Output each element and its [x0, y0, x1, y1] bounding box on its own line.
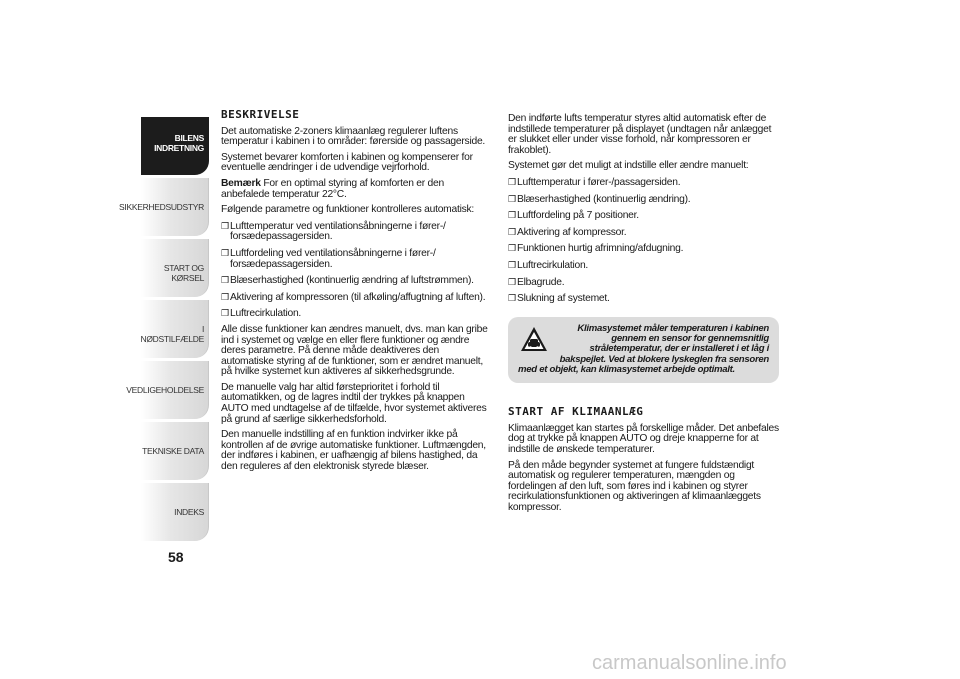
paragraph: Den indførte lufts temperatur styres altid automatisk efter de indstillede temperaturer på displayet (undtagen når anlægget er slukket eller under visse forhold, når kompressoren er frakoblet). [508, 113, 772, 156]
paragraph: Systemet gør det muligt at indstille eller ændre manuelt: [508, 160, 749, 172]
paragraph: De manuelle valg har altid førsteprioritet i forhold til automatikken, og de lagres indtil der trykkes på knappen AUTO med undtagelse af de tilfælde, hvor systemet aktiveres på grund af særlige sikkerhedsforhold. [221, 381, 487, 425]
list-item: ❒Funktionen hurtig afrimning/afdugning. [508, 243, 684, 255]
paragraph: Følgende parametre og funktioner kontrolleres automatisk: [221, 204, 475, 216]
tab-label: BILENS INDRETNING [154, 133, 204, 153]
checkbox-bullet-icon: ❒ [221, 247, 229, 258]
section-heading-start: START AF KLIMAANLÆG [508, 405, 644, 419]
checkbox-bullet-icon: ❒ [508, 293, 516, 304]
note-paragraph [221, 179, 493, 200]
checkbox-bullet-icon: ❒ [508, 176, 516, 187]
tab-bilens-indretning[interactable] [141, 117, 209, 175]
tab-indeks[interactable] [141, 483, 209, 541]
paragraph: Alle disse funktioner kan ændres manuelt, dvs. man kan gribe ind i systemet og vælge en eller flere funktioner og ændre deres parametre. På denne måde deaktiveres den automatiske styring af de funktioner, som er ændret manuelt, på hvilke systemet kun aktiveres af sikkerhedsgrunde. [221, 323, 488, 378]
paragraph: På den måde begynder systemet at fungere fuldstændigt automatisk og regulerer temperaturen, mængden og fordelingen af den luft, som føres ind i kabinen og styrer recirkulationsfunktionen og aktiveringen af klimaanlæggets kompressor. [508, 459, 761, 513]
checkbox-bullet-icon: ❒ [508, 243, 516, 254]
list-item: ❒Luftrecirkulation. [221, 308, 302, 320]
tab-start-og-korsel[interactable] [141, 239, 209, 297]
checkbox-bullet-icon: ❒ [508, 259, 516, 270]
checkbox-bullet-icon: ❒ [221, 291, 229, 302]
list-item: ❒Luftfordeling på 7 positioner. [508, 210, 639, 222]
list-item: ❒Blæserhastighed (kontinuerlig ændring af luftstrømmen). [221, 275, 474, 287]
tab-label: VEDLIGEHOLDELSE [126, 385, 204, 395]
list-item: ❒Blæserhastighed (kontinuerlig ændring). [508, 193, 691, 205]
paragraph: Systemet bevarer komforten i kabinen og kompenserer for eventuelle ændringer i de udvendige vejrforhold. [221, 151, 473, 174]
list-item: ❒Slukning af systemet. [508, 293, 610, 305]
checkbox-bullet-icon: ❒ [508, 276, 516, 287]
checkbox-bullet-icon: ❒ [221, 308, 229, 319]
warning-box [508, 317, 779, 383]
chapter-tabs [119, 117, 209, 544]
list-item: ❒Luftrecirkulation. [508, 259, 589, 271]
section-heading-beskrivelse: BESKRIVELSE [221, 108, 300, 121]
list-item: ❒Elbagrude. [508, 276, 565, 288]
watermark: carmanualsonline.info [592, 652, 787, 674]
tab-sikkerhedsudstyr[interactable] [119, 178, 209, 236]
list-item: ❒Aktivering af kompressoren (til afkøling/affugtning af luften). [221, 291, 486, 303]
tab-label: INDEKS [174, 507, 204, 517]
checkbox-bullet-icon: ❒ [508, 210, 516, 221]
checkbox-bullet-icon: ❒ [508, 226, 516, 237]
page-number: 58 [168, 549, 184, 565]
note-label: Bemærk [221, 177, 261, 189]
warning-text: Klimasystemet måler temperaturen i kabinen gennem en sensor for gennemsnitlig stråletemperatur, der er installeret i et låg i bakspejlet. Ved at blokere lyskeglen fra sensoren [559, 322, 769, 365]
paragraph: Det automatiske 2-zoners klimaanlæg regulerer luftens temperatur i kabinen i to områder: førerside og passagerside. [221, 125, 486, 148]
left-column [221, 110, 493, 478]
checkbox-bullet-icon: ❒ [508, 193, 516, 204]
tab-label: START OG KØRSEL [163, 263, 204, 283]
tab-label: I NØDSTILFÆLDE [140, 324, 204, 344]
list-item: ❒Lufttemperatur ved ventilationsåbningerne i fører-/ forsædepassagersiden. [221, 220, 446, 243]
checkbox-bullet-icon: ❒ [221, 275, 229, 286]
tab-i-nodstilfaelde[interactable] [141, 300, 209, 358]
warning-text-last-line: med et objekt, kan klimasystemet arbejde optimalt. [518, 363, 735, 375]
checkbox-bullet-icon: ❒ [221, 220, 229, 231]
tab-label: TEKNISKE DATA [142, 446, 204, 456]
paragraph: Klimaanlægget kan startes på forskellige måder. Det anbefales dog at trykke på knappen AUTO og dreje knapperne for at indstille de ønskede temperaturer. [508, 422, 779, 455]
list-item: ❒Luftfordeling ved ventilationsåbningerne i fører-/ forsædepassagersiden. [221, 247, 436, 270]
tab-label: SIKKERHEDSUDSTYR [119, 202, 204, 212]
warning-triangle-icon [520, 326, 548, 352]
tab-tekniske-data[interactable] [141, 422, 209, 480]
paragraph: Den manuelle indstilling af en funktion indvirker ikke på kontrollen af de øvrige automatiske funktioner. Luftmængden, der indføres i kabinen, er uafhængig af bilens hastighed, da den reguleres af den elektronisk styrede blæser. [221, 429, 486, 473]
list-item: ❒Aktivering af kompressor. [508, 226, 627, 238]
note-text: For en optimal styring af komforten er den anbefalede temperatur 22°C. [221, 177, 444, 200]
tab-vedligeholdelse[interactable] [126, 361, 209, 419]
right-column [508, 114, 780, 519]
list-item: ❒Lufttemperatur i fører-/passagersiden. [508, 176, 681, 188]
